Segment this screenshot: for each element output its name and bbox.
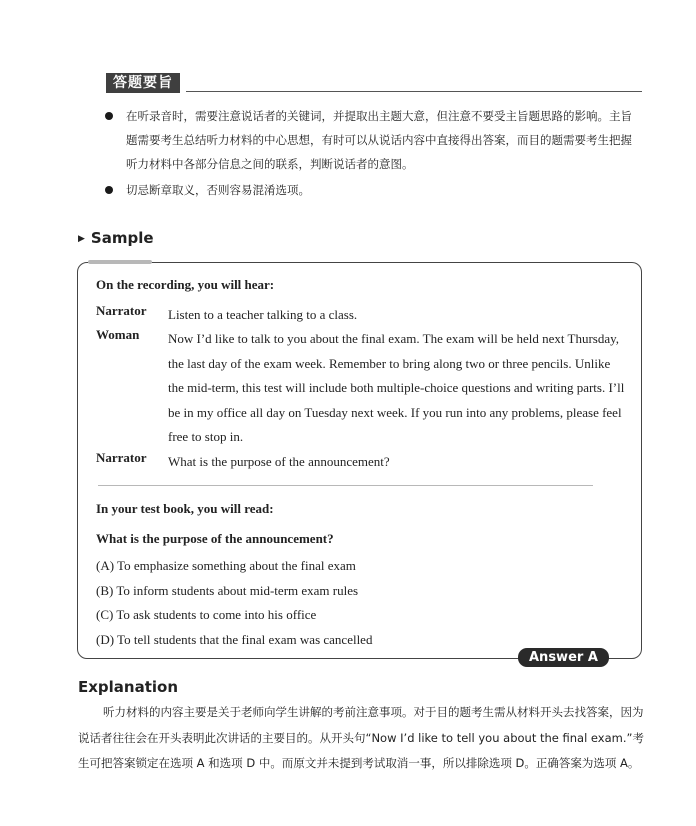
- triangle-right-icon: ▶: [78, 234, 85, 244]
- section-divider: [98, 485, 593, 486]
- sample-heading: [78, 229, 154, 247]
- bullet-icon: [105, 112, 113, 120]
- option-item: (C) To ask students to come into his office: [96, 607, 317, 622]
- speech-text: What is the purpose of the announcement?: [168, 454, 390, 469]
- explanation-text: 听力材料的内容主要是关于老师向学生讲解的考前注意事项。对于目的题考生需从材料开头去找答案，因为说话者往往会在开头表明此次讲话的主要目的。从开头句“Now I’d like to tell you about the final exam.”考生可把答案锁定在选项 A 和选项 D 中。而原文并未提到考试取消一事，所以排除选项 D。正确答案为选项 A。: [78, 705, 644, 770]
- tips-item-text: 在听录音时，需要注意说话者的关键词，并提取出主题大意，但注意不要受主旨题思路的影响。主旨题需要考生总结听力材料的中心思想，有时可以从说话内容中直接得出答案，而目的题需要考生把握听力材料中各部分信息之间的联系，判断说话者的意图。: [126, 109, 632, 171]
- tips-item: [103, 104, 643, 176]
- tips-title: 答题要旨: [106, 73, 180, 93]
- tips-list: [103, 104, 643, 204]
- speaker-label: Woman: [96, 327, 140, 342]
- option-item: (B) To inform students about mid-term exam rules: [96, 582, 359, 598]
- bullet-icon: [105, 186, 113, 194]
- speaker-label: Narrator: [96, 450, 147, 465]
- tips-item: [103, 178, 643, 202]
- answer-badge: Answer A: [518, 648, 609, 667]
- speech-text: Listen to a teacher talking to a class.: [168, 307, 358, 322]
- question-text: What is the purpose of the announcement?: [96, 531, 334, 546]
- recording-label: On the recording, you will hear:: [96, 277, 275, 292]
- tips-header: [106, 73, 642, 93]
- option-item: (D) To tell students that the final exam was cancelled: [96, 631, 373, 647]
- box-tab: [88, 260, 152, 264]
- explanation-heading: Explanation: [78, 678, 179, 696]
- test-book-label: In your test book, you will read:: [96, 501, 274, 516]
- tips-item-text: 切忌断章取义，否则容易混淆选项。: [126, 183, 310, 197]
- sample-heading-text: Sample: [90, 229, 154, 247]
- tips-rule: [186, 91, 642, 92]
- sample-box: [77, 262, 642, 659]
- speaker-label: Narrator: [96, 303, 147, 318]
- option-item: (A) To emphasize something about the final exam: [96, 558, 356, 573]
- speech-text: Now I’d like to talk to you about the final exam. The exam will be held next Thursday, the last day of the exam week. Remember to bring along two or three pencils. Unlike the mid-term, this test will include both multiple-choice questions and writing parts. I’ll be in my office all day on Tuesday next week. If you run into any problems, please feel free to stop in.: [168, 331, 625, 444]
- options-list: [96, 554, 372, 652]
